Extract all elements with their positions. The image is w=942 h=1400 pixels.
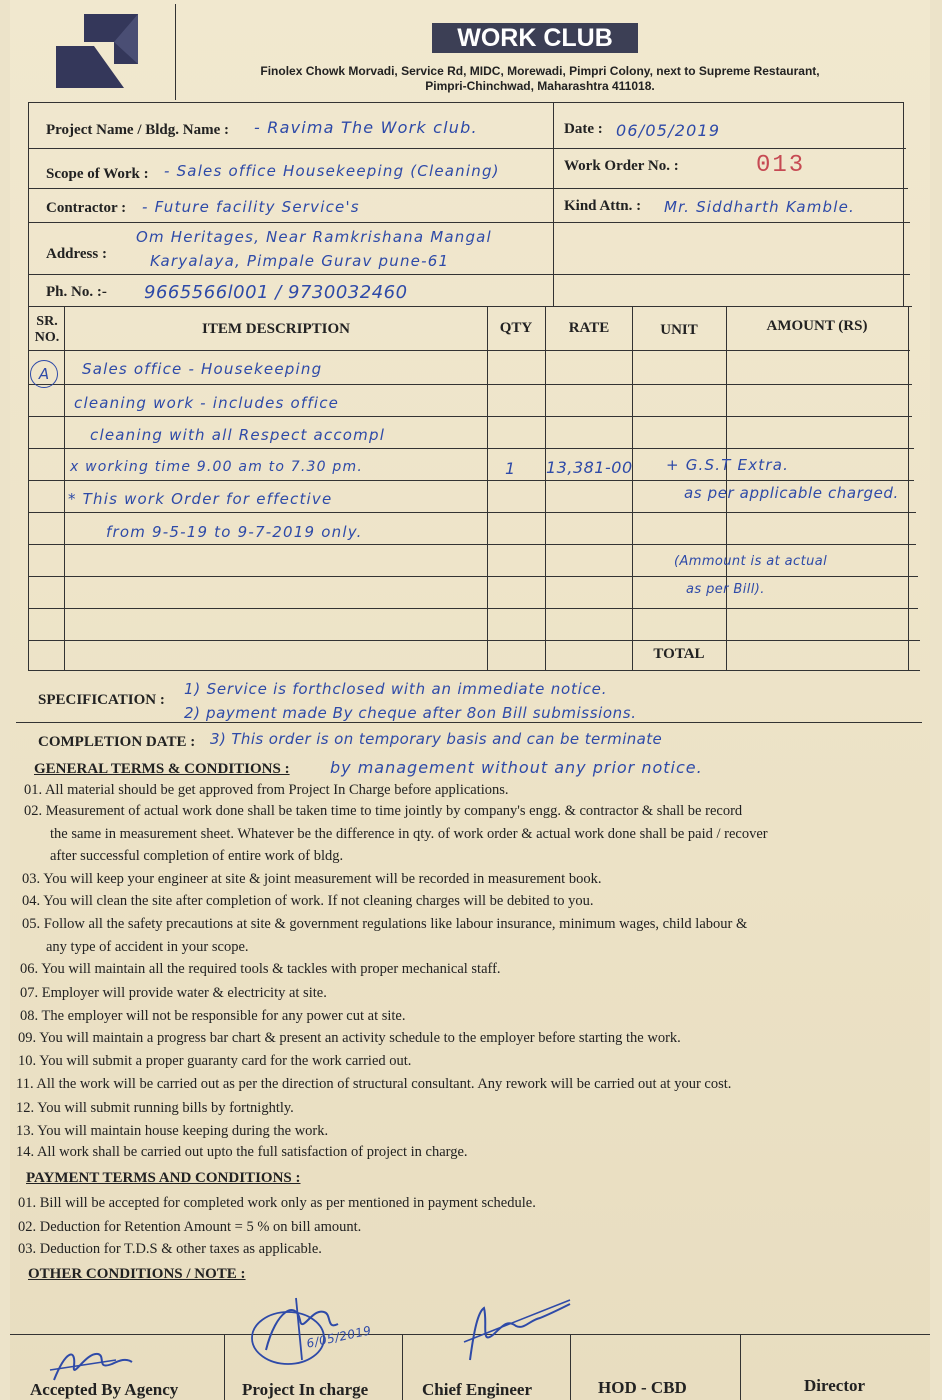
col-header-qty: QTY <box>499 320 533 336</box>
phone-value: 9665566l001 / 9730032460 <box>144 282 408 303</box>
date-value: 06/05/2019 <box>616 121 721 140</box>
description-line: * This work Order for effective <box>68 490 333 508</box>
specification-line3: 3) This order is on temporary basis and can be terminate <box>210 730 663 748</box>
company-address-line2: Pimpri-Chinchwad, Maharashtra 411018. <box>425 79 655 93</box>
completion-date-label: COMPLETION DATE : <box>38 734 196 750</box>
project-name-value: - Ravima The Work club. <box>254 118 478 137</box>
chief-engineer-label: Chief Engineer <box>422 1380 533 1399</box>
contractor-label: Contractor : <box>46 200 127 216</box>
col-header-item-description: ITEM DESCRIPTION <box>202 321 350 337</box>
company-name-banner: WORK CLUB <box>432 23 638 53</box>
col-header-no: NO. <box>34 330 60 345</box>
general-term: 09. You will maintain a progress bar chart & present an activity schedule to the employer before starting the work. <box>18 1030 681 1046</box>
project-in-charge-signature <box>236 1290 406 1370</box>
general-term: 06. You will maintain all the required tools & tackles with proper mechanical staff. <box>20 961 501 977</box>
scope-value: - Sales office Housekeeping (Cleaning) <box>164 162 500 180</box>
amount-note-line1: (Ammount is at actual <box>674 554 828 569</box>
general-term: 03. You will keep your engineer at site & joint measurement will be recorded in measurement book. <box>22 871 602 887</box>
amount-note-line2: as per Bill). <box>686 582 765 597</box>
payment-term: 01. Bill will be accepted for completed work only as per mentioned in payment schedule. <box>18 1195 536 1211</box>
kind-attn-label: Kind Attn. : <box>564 198 642 214</box>
qty-value: 1 <box>505 459 517 478</box>
description-line: from 9-5-19 to 9-7-2019 only. <box>106 523 363 541</box>
general-terms-title: GENERAL TERMS & CONDITIONS : <box>34 761 290 777</box>
scope-label: Scope of Work : <box>46 166 149 182</box>
chief-engineer-signature <box>450 1290 590 1370</box>
description-line: cleaning work - includes office <box>74 394 340 412</box>
specification-line1: 1) Service is forthclosed with an immediate notice. <box>184 680 608 698</box>
col-header-rate: RATE <box>568 320 610 336</box>
general-term: 13. You will maintain house keeping during the work. <box>16 1123 329 1139</box>
description-line: Sales office - Housekeeping <box>82 360 323 378</box>
payment-terms-title: PAYMENT TERMS AND CONDITIONS : <box>26 1170 301 1186</box>
contractor-value: - Future facility Service's <box>142 198 360 216</box>
work-order-form <box>10 0 930 1400</box>
gst-note: + G.S.T Extra. <box>666 456 790 474</box>
general-term: 12. You will submit running bills by fortnightly. <box>16 1100 294 1116</box>
hod-cbd-label: HOD - CBD <box>598 1378 687 1397</box>
specification-label: SPECIFICATION : <box>38 692 165 708</box>
project-name-label: Project Name / Bldg. Name : <box>46 122 230 138</box>
general-term: 08. The employer will not be responsible for any power cut at site. <box>20 1008 406 1024</box>
col-header-unit: UNIT <box>660 322 698 338</box>
general-term: 11. All the work will be carried out as per the direction of structural consultant. Any rework will be carried out at your cost. <box>16 1076 732 1092</box>
description-line: cleaning with all Respect accompl <box>90 426 386 444</box>
phone-label: Ph. No. :- <box>46 284 107 300</box>
company-address-line1: Finolex Chowk Morvadi, Service Rd, MIDC, Morewadi, Pimpri Colony, next to Supreme Restaurant, <box>260 64 820 78</box>
date-label: Date : <box>564 121 603 137</box>
other-conditions-title: OTHER CONDITIONS / NOTE : <box>28 1266 246 1282</box>
charges-note: as per applicable charged. <box>684 484 899 502</box>
description-line: x working time 9.00 am to 7.30 pm. <box>70 459 363 475</box>
general-term: any type of accident in your scope. <box>46 939 249 955</box>
address-label: Address : <box>46 246 107 262</box>
general-term: 05. Follow all the safety precautions at site & government regulations like labour insurance, minimum wages, child labour & <box>22 916 748 932</box>
general-term: 10. You will submit a proper guaranty card for the work carried out. <box>18 1053 412 1069</box>
col-header-sr: SR. <box>36 314 58 329</box>
kind-attn-value: Mr. Siddharth Kamble. <box>664 198 856 216</box>
address-value-line1: Om Heritages, Near Ramkrishana Mangal <box>136 228 492 246</box>
total-label: TOTAL <box>653 646 705 662</box>
signature-stamp-date: 6/05/2019 <box>305 1323 373 1351</box>
general-term: 02. Measurement of actual work done shall be taken time to time jointly by company's engg. & contractor & shall be record <box>24 803 743 819</box>
payment-term: 03. Deduction for T.D.S & other taxes as applicable. <box>18 1241 322 1257</box>
general-term: after successful completion of entire work of bldg. <box>50 848 344 864</box>
address-value-line2: Karyalaya, Pimpale Gurav pune-61 <box>150 252 450 270</box>
rate-value: 13,381-00 <box>546 458 633 477</box>
general-term: the same in measurement sheet. Whatever be the difference in qty. of work order & actual work done shall be paid / recover <box>50 826 768 842</box>
col-header-amount: AMOUNT (RS) <box>766 318 868 334</box>
project-in-charge-label: Project In charge <box>242 1380 369 1399</box>
company-logo <box>54 12 154 90</box>
general-term: 04. You will clean the site after completion of work. If not cleaning charges will be debited to you. <box>22 893 594 909</box>
director-label: Director <box>804 1376 866 1395</box>
work-order-number-value: 013 <box>756 152 806 179</box>
sr-number-a: A <box>30 360 58 388</box>
general-term: 14. All work shall be carried out upto the full satisfaction of project in charge. <box>16 1144 468 1160</box>
work-order-number-label: Work Order No. : <box>564 158 679 174</box>
specification-line2: 2) payment made By cheque after 8on Bill submissions. <box>184 704 637 722</box>
general-term: 07. Employer will provide water & electricity at site. <box>20 985 327 1001</box>
payment-term: 02. Deduction for Retention Amount = 5 % on bill amount. <box>18 1219 362 1235</box>
general-term: 01. All material should be get approved from Project In Charge before applications. <box>24 782 509 798</box>
accepted-by-agency-label: Accepted By Agency <box>30 1380 179 1399</box>
specification-line4: by management without any prior notice. <box>330 758 703 777</box>
